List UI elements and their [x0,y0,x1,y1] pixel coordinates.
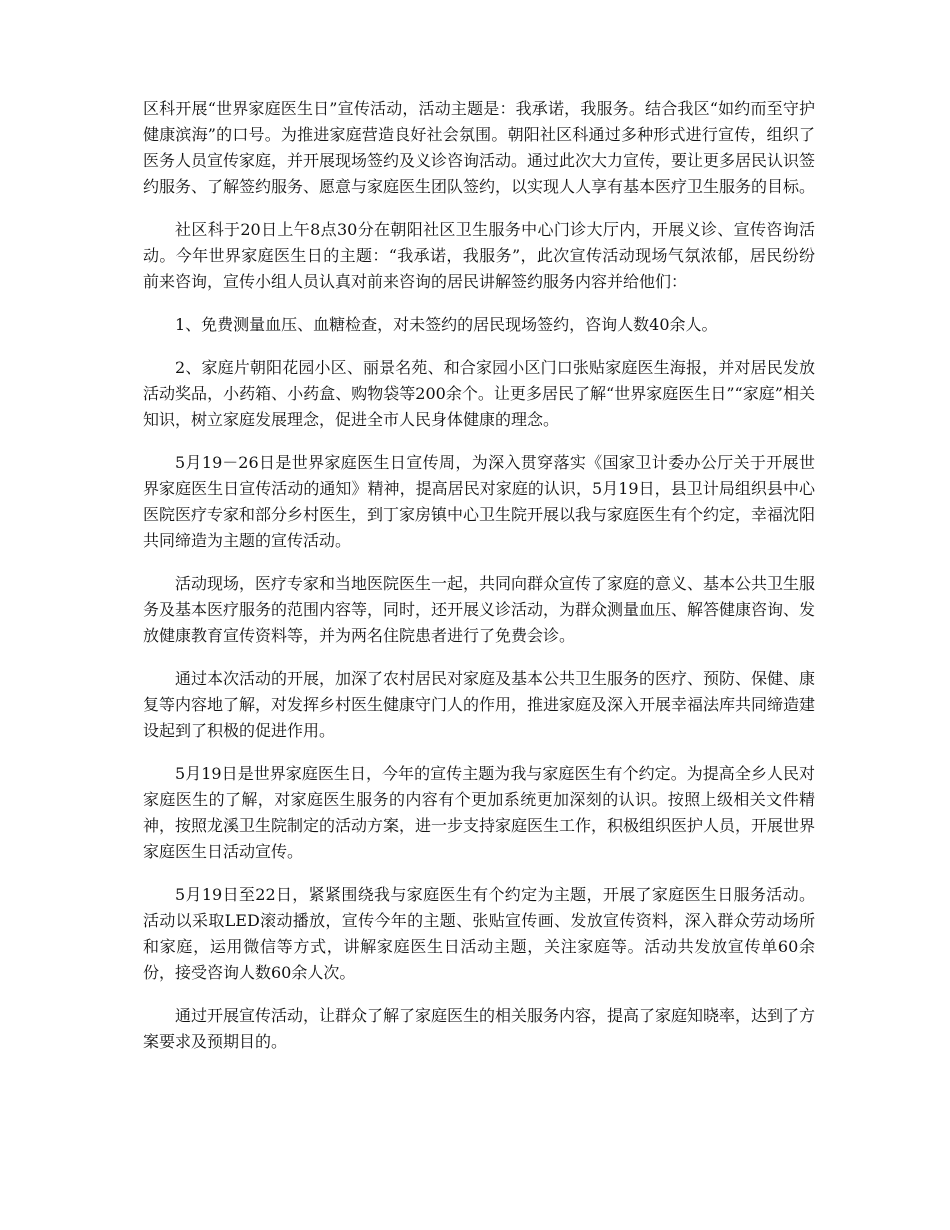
paragraph: 区科开展“世界家庭医生日”宣传活动，活动主题是：我承诺，我服务。结合我区“如约而至守护健康滨海”的口号。为推进家庭营造良好社会氛围。朝阳社区科通过多种形式进行宣传，组织了医务人员宣传家庭，并开展现场签约及义诊咨询活动。通过此次大力宣传，要让更多居民认识签约服务、了解签约服务、愿意与家庭医生团队签约，以实现人人享有基本医疗卫生服务的目标。 [143,99,816,196]
paragraph: 5月19－26日是世界家庭医生日宣传周，为深入贯穿落实《国家卫计委办公厅关于开展世界家庭医生日宣传活动的通知》精神，提高居民对家庭的认识，5月19日，县卫计局组织县中心医院医疗专家和部分乡村医生，到丁家房镇中心卫生院开展以我与家庭医生有个约定，幸福沈阳共同缔造为主题的宣传活动。 [143,453,816,550]
paragraph: 2、家庭片朝阳花园小区、丽景名苑、和合家园小区门口张贴家庭医生海报，并对居民发放活动奖品，小药箱、小药盒、购物袋等200余个。让更多居民了解“世界家庭医生日”“家庭”相关知识，树立家庭发展理念，促进全市人民身体健康的理念。 [143,358,815,429]
paragraph: 通过本次活动的开展，加深了农村居民对家庭及基本公共卫生服务的医疗、预防、保健、康复等内容地了解，对发挥乡村医生健康守门人的作用，推进家庭及深入开展幸福法库共同缔造建设起到了积极的促进作用。 [143,669,816,740]
paragraph: 1、免费测量血压、血糖检查，对未签约的居民现场签约，咨询人数40余人。 [175,315,718,334]
document-body [143,96,815,1072]
paragraph: 5月19日至22日，紧紧围绕我与家庭医生有个约定为主题，开展了家庭医生日服务活动。活动以采取LED滚动播放，宣传今年的主题、张贴宣传画、发放宣传资料，深入群众劳动场所和家庭，运用微信等方式，讲解家庭医生日活动主题，关注家庭等。活动共发放宣传单60余份，接受咨询人数60余人次。 [143,885,815,982]
paragraph: 社区科于20日上午8点30分在朝阳社区卫生服务中心门诊大厅内，开展义诊、宣传咨询活动。今年世界家庭医生日的主题：“我承诺，我服务”，此次宣传活动现场气氛浓郁，居民纷纷前来咨询，宣传小组人员认真对前来咨询的居民讲解签约服务内容并给他们： [143,220,815,291]
paragraph: 活动现场，医疗专家和当地医院医生一起，共同向群众宣传了家庭的意义、基本公共卫生服务及基本医疗服务的范围内容等，同时，还开展义诊活动，为群众测量血压、解答健康咨询、发放健康教育宣传资料等，并为两名住院患者进行了免费会诊。 [143,574,816,645]
paragraph: 通过开展宣传活动，让群众了解了家庭医生的相关服务内容，提高了家庭知晓率，达到了方案要求及预期目的。 [143,1006,816,1051]
paragraph: 5月19日是世界家庭医生日，今年的宣传主题为我与家庭医生有个约定。为提高全乡人民对家庭医生的了解，对家庭医生服务的内容有个更加系统更加深刻的认识。按照上级相关文件精神，按照龙溪卫生院制定的活动方案，进一步支持家庭医生工作，积极组织医护人员，开展世界家庭医生日活动宣传。 [143,764,816,861]
